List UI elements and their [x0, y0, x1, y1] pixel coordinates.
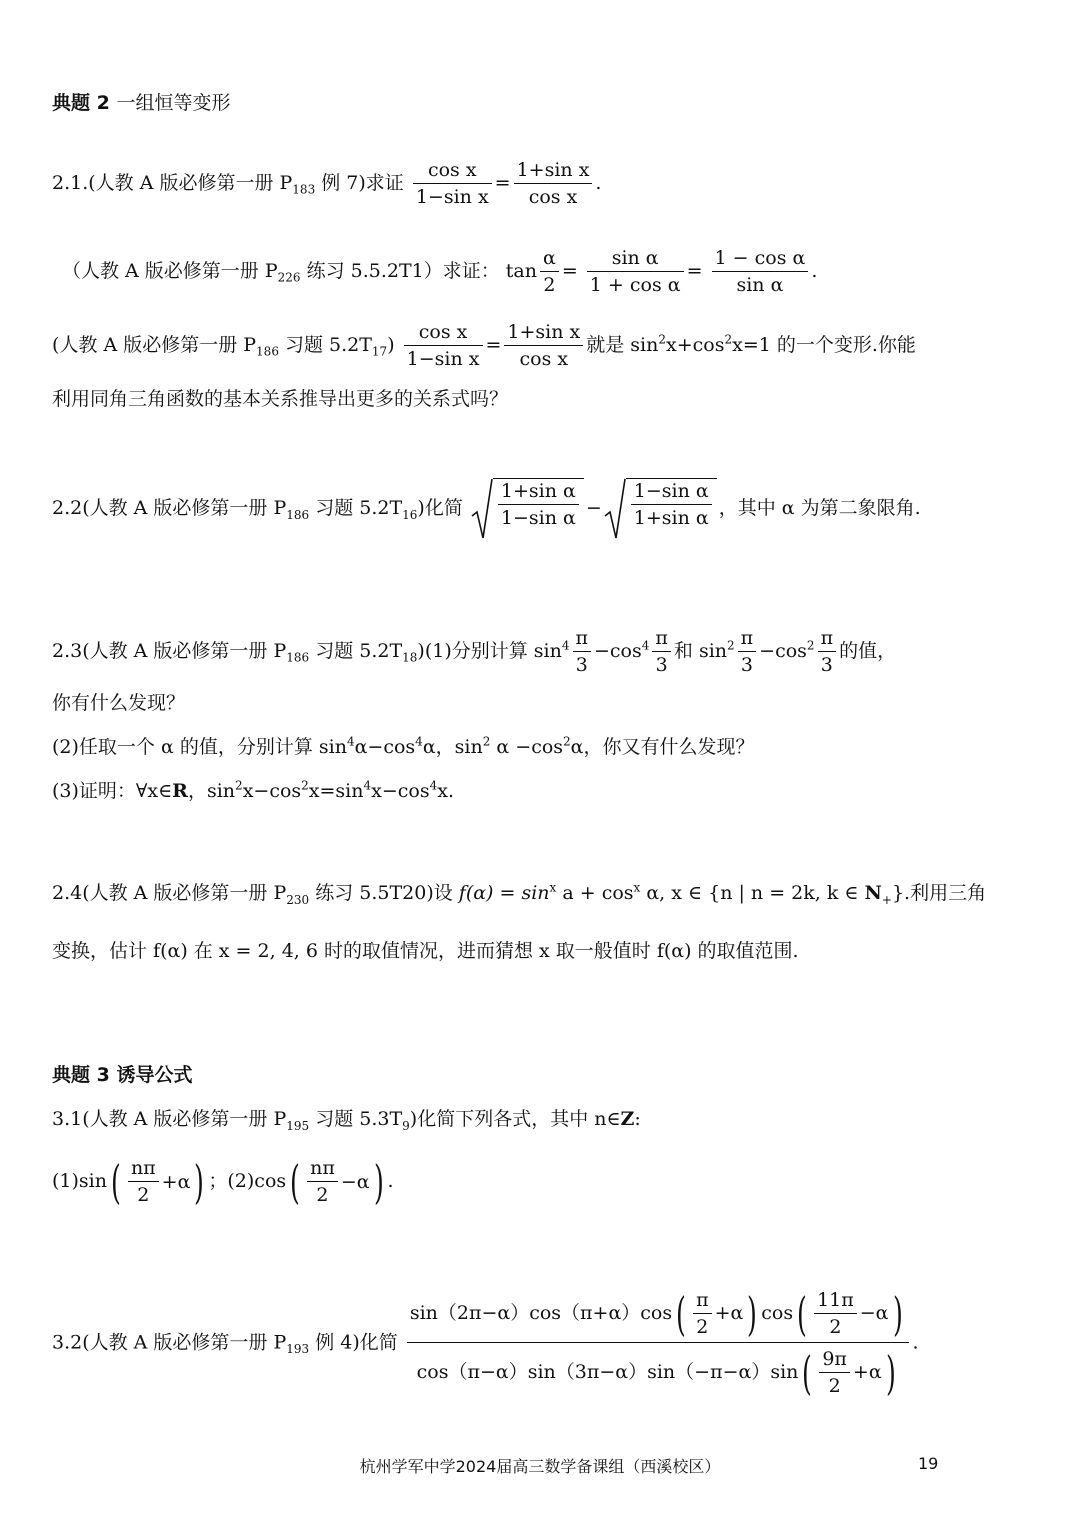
- question-2-1-b: （人教 A 版必修第一册 $P_{226}$ 练习 5.5.2T1）求证： tan $\frac{\alpha}{2}$ = $\frac{\text{sin α}}{\text{1 + cos α}}$ = $\frac{\text{1 − cos α}}{\text{sin α}}$ .: [62, 247, 818, 296]
- question-2-3-part3: (3)证明：∀x∈R，$\sin^2x-\cos^2x=\sin^4x-\cos^4x$.: [52, 778, 455, 802]
- fraction: $\frac{\text{1+sin α}}{\text{1−sin α}}$: [498, 481, 579, 529]
- question-2-3: 2.3(人教 A 版必修第一册 $P_{186}$ 习题 $5.2T_{18})(1)$分别计算 $\sin^4$ $\frac{\pi}{3}$ $-\cos^4$ $\frac{\pi}{3}$ 和 $\sin^2$ $\frac{\pi}{3}$ $-\cos^2$ $\frac{\pi}{3}$ 的值，: [52, 627, 897, 676]
- question-2-4: 2.4(人教 A 版必修第一册 $P_{230}$ 练习 5.5T20)设 $f(\alpha) = \sin^x a + \cos^x \alpha$, x ∈ {n | n = 2k, k ∈ $N_+$}.利用三角: [52, 880, 987, 907]
- radical-sign-icon: [471, 478, 493, 540]
- question-2-1: 2.1.(人教 A 版必修第一册 $P_{183}$ 例 7)求证 $\frac{\text{cos x}}{\text{1−sin x}}$ = $\frac{\text{1+sin x}}{\text{cos x}}$ .: [52, 159, 602, 208]
- fraction: $\frac{\text{1 − cos α}}{\text{sin α}}$: [712, 248, 809, 296]
- fraction: $\frac{\text{1+sin x}}{\text{cos x}}$: [514, 160, 593, 208]
- section-2-title: 典题 2: [52, 92, 110, 114]
- fraction: $\frac{\pi}{3}$: [652, 628, 671, 676]
- question-3-1-expressions: (1)sin ( $\frac{n\pi}{2}$ +α ) ；(2)cos ( $\frac{n\pi}{2}$ −α ) .: [52, 1154, 394, 1209]
- left-paren: (: [111, 1154, 121, 1209]
- question-2-1-c: (人教 A 版必修第一册 $P_{186}$ 习题 $5.2T_{17}$) $\frac{\text{cos x}}{\text{1−sin x}}$ = $\frac{\text{1+sin x}}{\text{cos x}}$ 就是 $\sin^2x+\cos^2x=1$ 的一个变形.你能: [52, 321, 916, 370]
- question-2-3-part2: (2)任取一个 α 的值，分别计算 $\sin^4\alpha-\cos^4\alpha$，$\sin^2 \alpha -\cos^2\alpha$，你又有什么发现？: [52, 734, 755, 758]
- fraction: $\frac{\text{sin α}}{\text{1 + cos α}}$: [587, 248, 684, 296]
- fraction: $\frac{\pi}{3}$: [573, 628, 592, 676]
- square-root: [604, 478, 717, 540]
- fraction: $\frac{n\pi}{2}$: [307, 1158, 338, 1206]
- right-paren: ): [194, 1154, 205, 1209]
- big-fraction: sin（2π−α）cos（π+α）cos ( $\frac{\pi}{2}$ +α ) cos ( $\frac{11\pi}{2}$ −α ) cos（π−α）sin（3π−α）sin（−π−α）sin ( $\frac{9\pi}{2}$ +α ): [407, 1290, 910, 1397]
- question-2-1-c-line2: 利用同角三角函数的基本关系推导出更多的关系式吗？: [52, 388, 509, 410]
- square-root: [471, 478, 584, 540]
- question-2-4-line2: 变换，估计 f(α) 在 x = 2, 4, 6 时的取值情况，进而猜想 x 取一般值时 f(α) 的取值范围.: [52, 940, 799, 962]
- fraction: $\frac{\pi}{3}$: [738, 628, 757, 676]
- question-2-3-line2: 你有什么发现？: [52, 692, 186, 714]
- page-footer: 杭州学军中学2024届高三数学备课组（西溪校区）: [359, 1457, 721, 1476]
- right-paren: ): [373, 1154, 384, 1209]
- question-3-2: 3.2(人教 A 版必修第一册 $P_{193}$ 例 4)化简 sin（2π−α）cos（π+α）cos ( $\frac{\pi}{2}$ +α ) cos ( $\frac{11\pi}{2}$ −α ) cos（π−α）sin（3π−α）sin（−π−α）sin ( $\frac{9\pi}{2}$ +α ) .: [52, 1286, 919, 1400]
- fraction: $\frac{\text{cos x}}{\text{1−sin x}}$: [413, 160, 492, 208]
- fraction: $\frac{\alpha}{2}$: [540, 248, 559, 296]
- fraction: $\frac{\text{1−sin α}}{\text{1+sin α}}$: [631, 481, 712, 529]
- fraction: $\frac{\text{cos x}}{\text{1−sin x}}$: [404, 322, 483, 370]
- page-number: 19: [918, 1454, 939, 1473]
- radical-sign-icon: [604, 478, 626, 540]
- question-2-2: 2.2(人教 A 版必修第一册 $P_{186}$ 习题 $5.2T_{16}$)化简 $\frac{\text{1+sin α}}{\text{1−sin α}}$ − $\frac{\text{1−sin α}}{\text{1+sin α}}$ ，其中 α 为第二象限角.: [52, 478, 1050, 540]
- fraction: $\frac{\text{1+sin x}}{\text{cos x}}$: [504, 322, 583, 370]
- fraction: $\frac{\pi}{3}$: [818, 628, 837, 676]
- section-2-heading: [52, 88, 1050, 118]
- fraction: $\frac{n\pi}{2}$: [128, 1158, 159, 1206]
- section-2-subtitle: 一组恒等变形: [116, 92, 231, 114]
- left-paren: (: [290, 1154, 301, 1209]
- section-3-heading: 典题 3 诱导公式: [52, 1064, 193, 1086]
- question-3-1: 3.1(人教 A 版必修第一册 $P_{195}$ 习题 $5.3T_9$)化简下列各式，其中 n∈Z:: [52, 1108, 641, 1133]
